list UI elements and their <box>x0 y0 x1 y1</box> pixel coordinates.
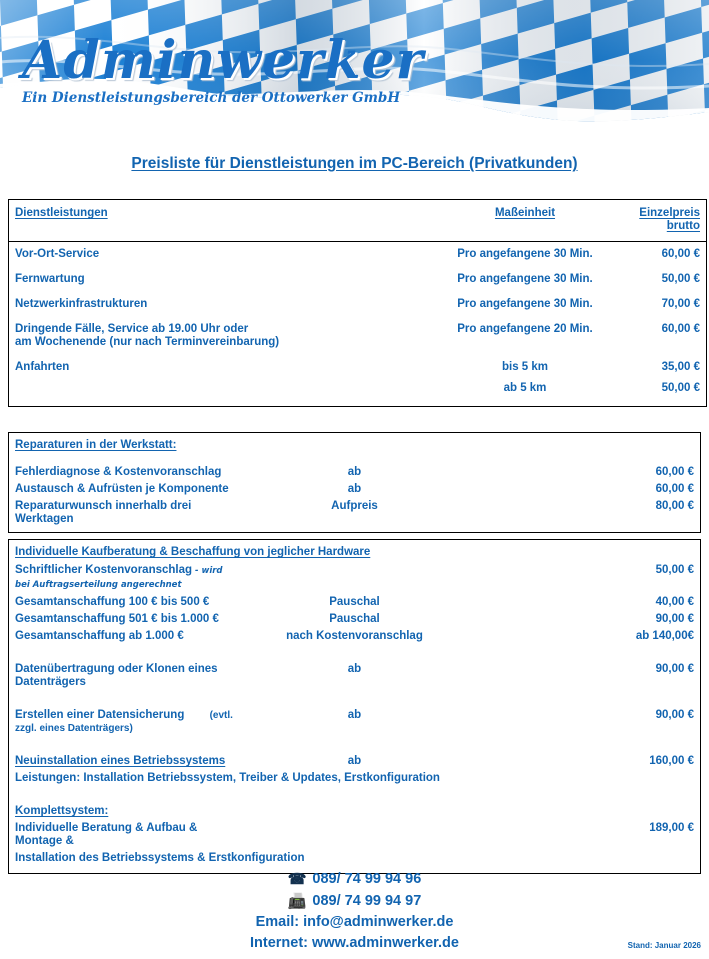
row-description: Reparaturwunsch innerhalb drei Werktagen <box>15 500 192 525</box>
row-price: 60,00 € <box>655 483 694 495</box>
table-row <box>9 707 701 737</box>
row-price: 40,00 € <box>655 596 694 608</box>
fax-icon: 📠 <box>287 893 307 910</box>
section-heading-row <box>9 433 701 456</box>
row-description: Fehlerdiagnose & Kostenvoranschlag <box>15 466 222 478</box>
row-price: 50,00 € <box>655 564 694 576</box>
price-block-workshop <box>8 432 701 533</box>
column-header-unit: Maßeinheit <box>494 207 556 219</box>
row-description: Gesamtanschaffung 501 € bis 1.000 € <box>15 613 219 625</box>
row-unit: Pro angefangene 30 Min. <box>457 298 593 310</box>
row-unit: Pauschal <box>329 613 380 625</box>
row-price: 80,00 € <box>655 500 694 512</box>
price-table-workshop <box>8 432 701 533</box>
section-heading-workshop: Reparaturen in der Werkstatt: <box>15 439 177 451</box>
row-price: 60,00 € <box>661 248 700 260</box>
footer-fax-line <box>0 890 709 912</box>
row-description: Gesamtanschaffung 100 € bis 500 € <box>15 596 210 608</box>
price-table-general <box>8 199 707 407</box>
row-price: 35,00 € <box>661 361 700 373</box>
row-unit: Aufpreis <box>331 500 378 512</box>
section-heading-consulting: Individuelle Kaufberatung & Beschaffung von jeglicher Hardware <box>15 546 371 558</box>
footer-phone-line <box>0 868 709 890</box>
row-description: Erstellen einer Datensicherung <box>15 709 185 721</box>
footer-contact <box>0 868 709 954</box>
table-row <box>9 661 701 691</box>
footer-internet[interactable]: Internet: www.adminwerker.de <box>250 935 459 951</box>
logo-block <box>22 30 542 106</box>
row-price: 50,00 € <box>661 382 700 394</box>
page-title: Preisliste für Dienstleistungen im PC-Bereich (Privatkunden) <box>131 155 578 172</box>
row-description: Austausch & Aufrüsten je Komponente <box>15 483 229 495</box>
row-spacer <box>9 528 701 532</box>
row-description: Anfahrten <box>15 361 70 373</box>
row-description: Fernwartung <box>15 273 85 285</box>
section-heading-row <box>9 803 701 820</box>
row-spacer <box>9 397 707 407</box>
table-row <box>9 355 707 380</box>
row-price: 90,00 € <box>655 663 694 675</box>
row-unit: ab <box>347 663 362 675</box>
table-row <box>9 820 701 850</box>
logo-subtitle: Ein Dienstleistungsbereich der Ottowerker GmbH <box>22 90 401 106</box>
row-unit: ab <box>347 709 362 721</box>
table-row <box>9 753 701 770</box>
table-row <box>9 464 701 481</box>
row-price: 90,00 € <box>655 709 694 721</box>
row-description-detail: Leistungen: Installation Betriebssystem, Treiber & Updates, Erstkonfiguration <box>15 772 440 784</box>
row-description-line2: Installation des Betriebssystems & Erstkonfiguration <box>15 852 305 864</box>
row-spacer <box>9 737 701 753</box>
table-row <box>9 611 701 628</box>
section-heading-row <box>9 540 701 563</box>
table-row <box>9 498 701 528</box>
row-description: Gesamtanschaffung ab 1.000 € <box>15 630 184 642</box>
row-description-note: (evtl. zzgl. eines Datenträgers) <box>15 710 233 734</box>
row-price: 70,00 € <box>661 298 700 310</box>
logo-title: Adminwerker <box>22 30 425 91</box>
table-row <box>9 242 707 268</box>
footer-fax-number: 089/ 74 99 94 97 <box>312 893 422 909</box>
row-price: ab 140,00€ <box>635 630 694 642</box>
row-price: 90,00 € <box>655 613 694 625</box>
row-unit: bis 5 km <box>501 361 549 373</box>
row-unit: ab <box>347 483 362 495</box>
row-spacer <box>9 645 701 661</box>
row-price: 160,00 € <box>649 755 694 767</box>
row-unit <box>239 562 470 594</box>
row-description: Schriftlicher Kostenvoranschlag <box>15 564 193 576</box>
row-price: 60,00 € <box>655 466 694 478</box>
row-unit: ab <box>347 466 362 478</box>
row-description <box>9 380 436 397</box>
row-description: Datenübertragung oder Klonen eines Datenträgers <box>15 663 218 688</box>
price-block-general <box>8 199 701 407</box>
row-unit: Pro angefangene 30 Min. <box>457 248 593 260</box>
row-unit: ab 5 km <box>503 382 547 394</box>
table-row <box>9 267 707 292</box>
table-row <box>9 317 707 355</box>
table-row <box>9 380 707 397</box>
row-unit <box>239 820 470 850</box>
table-row <box>9 628 701 645</box>
row-price: 189,00 € <box>649 822 694 834</box>
header-banner <box>0 0 709 133</box>
row-description: Vor-Ort-Service <box>15 248 100 260</box>
row-unit: Pauschal <box>329 596 380 608</box>
row-description: Individuelle Beratung & Aufbau & Montage & <box>15 822 198 847</box>
table-header-row <box>9 200 707 242</box>
table-row <box>9 562 701 594</box>
price-block-consulting <box>8 539 701 874</box>
phone-icon: ☎ <box>287 871 307 888</box>
row-spacer <box>9 455 701 464</box>
row-description-line2: am Wochenende (nur nach Terminvereinbarung) <box>15 336 280 348</box>
row-description: Dringende Fälle, Service ab 19.00 Uhr oder <box>15 323 249 335</box>
footer-email[interactable]: Email: info@adminwerker.de <box>255 914 454 930</box>
row-price: 60,00 € <box>661 323 700 335</box>
row-unit: ab <box>347 755 362 767</box>
row-unit: Pro angefangene 30 Min. <box>457 273 593 285</box>
row-description: Neuinstallation eines Betriebssystems <box>15 755 226 767</box>
price-table-consulting <box>8 539 701 874</box>
table-row <box>9 481 701 498</box>
table-row <box>9 594 701 611</box>
document-version-note: Stand: Januar 2026 <box>627 941 701 950</box>
table-row <box>9 292 707 317</box>
row-spacer <box>9 787 701 803</box>
row-unit: Pro angefangene 20 Min. <box>457 323 593 335</box>
section-heading-complete: Komplettsystem: <box>15 805 109 817</box>
footer-phone-number: 089/ 74 99 94 96 <box>312 871 422 887</box>
row-spacer <box>9 691 701 707</box>
row-description-note: - wird bei Auftragserteilung angerechnet <box>15 566 223 590</box>
row-price: 50,00 € <box>661 273 700 285</box>
column-header-description: Dienstleistungen <box>15 207 108 219</box>
row-description: Netzwerkinfrastrukturen <box>15 298 148 310</box>
table-row <box>9 770 701 787</box>
table-row <box>9 850 701 867</box>
row-unit: nach Kostenvoranschlag <box>286 630 423 642</box>
column-header-price: Einzelpreis brutto <box>639 207 700 232</box>
